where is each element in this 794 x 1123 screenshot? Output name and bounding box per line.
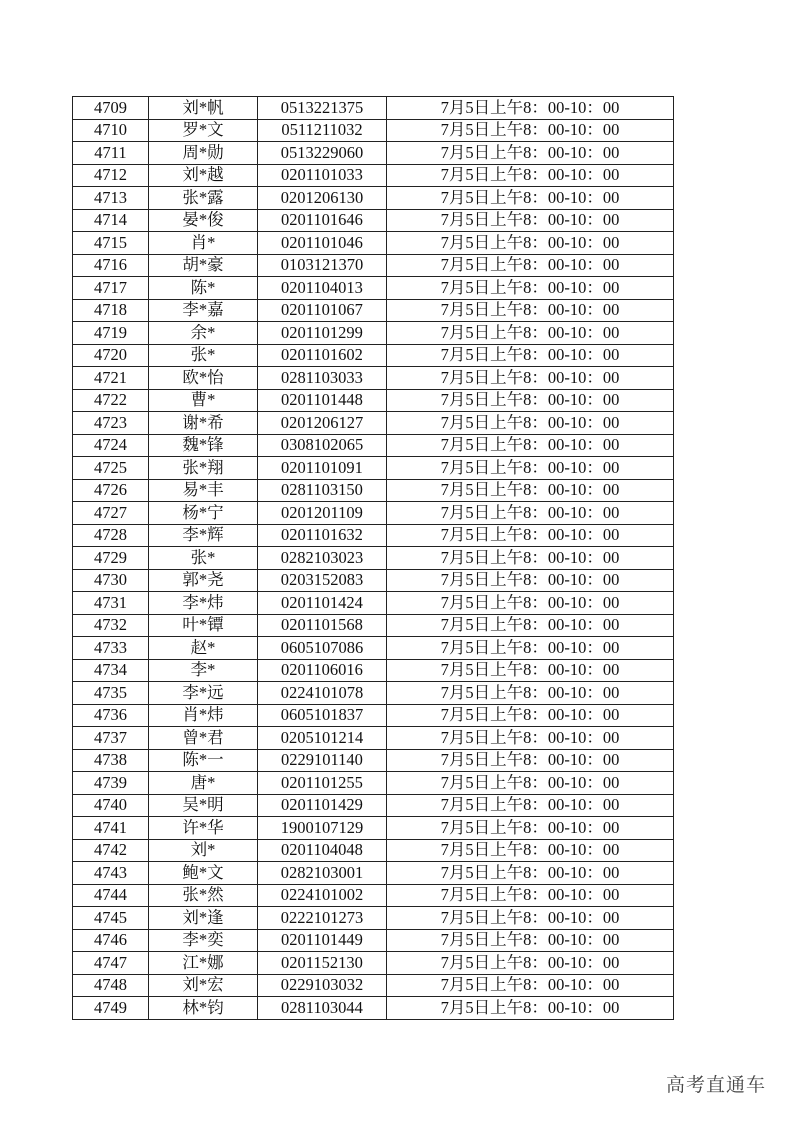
name-cell: 鲍*文 xyxy=(149,862,258,885)
name-cell: 吴*明 xyxy=(149,794,258,817)
candidate-id-cell: 0282103001 xyxy=(258,862,387,885)
candidate-id-cell: 0201101602 xyxy=(258,344,387,367)
candidate-id-cell: 0605107086 xyxy=(258,637,387,660)
name-cell: 杨*宁 xyxy=(149,502,258,525)
row-number-cell: 4719 xyxy=(73,322,149,345)
table-row xyxy=(73,524,674,547)
name-cell: 陈*一 xyxy=(149,749,258,772)
candidate-id-cell: 0224101078 xyxy=(258,682,387,705)
name-cell: 易*丰 xyxy=(149,479,258,502)
exam-time-cell: 7月5日上午8：00-10：00 xyxy=(387,547,674,570)
exam-time-cell: 7月5日上午8：00-10：00 xyxy=(387,569,674,592)
name-cell: 曹* xyxy=(149,389,258,412)
name-cell: 张* xyxy=(149,344,258,367)
table-row xyxy=(73,322,674,345)
candidate-id-cell: 0201104013 xyxy=(258,277,387,300)
table-row xyxy=(73,232,674,255)
row-number-cell: 4730 xyxy=(73,569,149,592)
exam-time-cell: 7月5日上午8：00-10：00 xyxy=(387,97,674,120)
row-number-cell: 4738 xyxy=(73,749,149,772)
candidate-id-cell: 0229101140 xyxy=(258,749,387,772)
name-cell: 肖*炜 xyxy=(149,704,258,727)
row-number-cell: 4746 xyxy=(73,929,149,952)
exam-time-cell: 7月5日上午8：00-10：00 xyxy=(387,727,674,750)
table-row xyxy=(73,299,674,322)
table-row xyxy=(73,457,674,480)
table-row xyxy=(73,862,674,885)
row-number-cell: 4709 xyxy=(73,97,149,120)
candidate-id-cell: 0511211032 xyxy=(258,119,387,142)
candidate-id-cell: 0201152130 xyxy=(258,952,387,975)
row-number-cell: 4727 xyxy=(73,502,149,525)
table-row xyxy=(73,659,674,682)
row-number-cell: 4736 xyxy=(73,704,149,727)
candidate-id-cell: 0201206130 xyxy=(258,187,387,210)
name-cell: 赵* xyxy=(149,637,258,660)
candidate-id-cell: 0201104048 xyxy=(258,839,387,862)
candidate-id-cell: 0201206127 xyxy=(258,412,387,435)
row-number-cell: 4737 xyxy=(73,727,149,750)
candidate-id-cell: 0281103033 xyxy=(258,367,387,390)
exam-time-cell: 7月5日上午8：00-10：00 xyxy=(387,772,674,795)
row-number-cell: 4721 xyxy=(73,367,149,390)
candidate-id-cell: 0281103150 xyxy=(258,479,387,502)
row-number-cell: 4732 xyxy=(73,614,149,637)
name-cell: 胡*豪 xyxy=(149,254,258,277)
table-row xyxy=(73,569,674,592)
candidate-id-cell: 0605101837 xyxy=(258,704,387,727)
row-number-cell: 4745 xyxy=(73,907,149,930)
exam-time-cell: 7月5日上午8：00-10：00 xyxy=(387,794,674,817)
name-cell: 刘*宏 xyxy=(149,974,258,997)
exam-time-cell: 7月5日上午8：00-10：00 xyxy=(387,479,674,502)
name-cell: 林*钧 xyxy=(149,997,258,1020)
exam-time-cell: 7月5日上午8：00-10：00 xyxy=(387,344,674,367)
candidate-id-cell: 0201101449 xyxy=(258,929,387,952)
row-number-cell: 4713 xyxy=(73,187,149,210)
table-row xyxy=(73,187,674,210)
candidate-id-cell: 0513229060 xyxy=(258,142,387,165)
table-row xyxy=(73,704,674,727)
candidate-id-cell: 0201101448 xyxy=(258,389,387,412)
candidate-id-cell: 0201101067 xyxy=(258,299,387,322)
exam-time-cell: 7月5日上午8：00-10：00 xyxy=(387,209,674,232)
exam-time-cell: 7月5日上午8：00-10：00 xyxy=(387,119,674,142)
name-cell: 曾*君 xyxy=(149,727,258,750)
exam-time-cell: 7月5日上午8：00-10：00 xyxy=(387,524,674,547)
table-row xyxy=(73,344,674,367)
exam-time-cell: 7月5日上午8：00-10：00 xyxy=(387,682,674,705)
table-row xyxy=(73,119,674,142)
exam-time-cell: 7月5日上午8：00-10：00 xyxy=(387,164,674,187)
row-number-cell: 4747 xyxy=(73,952,149,975)
exam-time-cell: 7月5日上午8：00-10：00 xyxy=(387,884,674,907)
name-cell: 刘* xyxy=(149,839,258,862)
table-row xyxy=(73,772,674,795)
name-cell: 晏*俊 xyxy=(149,209,258,232)
candidate-id-cell: 0201101632 xyxy=(258,524,387,547)
table-row xyxy=(73,97,674,120)
table-row xyxy=(73,277,674,300)
row-number-cell: 4740 xyxy=(73,794,149,817)
candidate-id-cell: 0224101002 xyxy=(258,884,387,907)
table-row xyxy=(73,794,674,817)
candidate-id-cell: 0201101033 xyxy=(258,164,387,187)
name-cell: 魏*锋 xyxy=(149,434,258,457)
watermark-text: 高考直通车 xyxy=(665,1074,766,1096)
name-cell: 谢*希 xyxy=(149,412,258,435)
candidate-id-cell: 0201101424 xyxy=(258,592,387,615)
candidate-id-cell: 0103121370 xyxy=(258,254,387,277)
candidate-id-cell: 0222101273 xyxy=(258,907,387,930)
row-number-cell: 4711 xyxy=(73,142,149,165)
exam-time-cell: 7月5日上午8：00-10：00 xyxy=(387,232,674,255)
row-number-cell: 4722 xyxy=(73,389,149,412)
exam-time-cell: 7月5日上午8：00-10：00 xyxy=(387,457,674,480)
row-number-cell: 4729 xyxy=(73,547,149,570)
exam-time-cell: 7月5日上午8：00-10：00 xyxy=(387,614,674,637)
name-cell: 张*然 xyxy=(149,884,258,907)
row-number-cell: 4715 xyxy=(73,232,149,255)
table-row xyxy=(73,952,674,975)
exam-time-cell: 7月5日上午8：00-10：00 xyxy=(387,389,674,412)
candidate-id-cell: 0205101214 xyxy=(258,727,387,750)
exam-time-cell: 7月5日上午8：00-10：00 xyxy=(387,434,674,457)
table-row xyxy=(73,637,674,660)
name-cell: 刘*越 xyxy=(149,164,258,187)
name-cell: 张*翔 xyxy=(149,457,258,480)
exam-time-cell: 7月5日上午8：00-10：00 xyxy=(387,704,674,727)
name-cell: 肖* xyxy=(149,232,258,255)
name-cell: 江*娜 xyxy=(149,952,258,975)
table-row xyxy=(73,592,674,615)
row-number-cell: 4716 xyxy=(73,254,149,277)
row-number-cell: 4739 xyxy=(73,772,149,795)
row-number-cell: 4723 xyxy=(73,412,149,435)
exam-time-cell: 7月5日上午8：00-10：00 xyxy=(387,592,674,615)
roster-body xyxy=(73,97,674,1020)
candidate-id-cell: 0201101299 xyxy=(258,322,387,345)
table-row xyxy=(73,997,674,1020)
row-number-cell: 4741 xyxy=(73,817,149,840)
exam-time-cell: 7月5日上午8：00-10：00 xyxy=(387,749,674,772)
row-number-cell: 4733 xyxy=(73,637,149,660)
table-row xyxy=(73,929,674,952)
table-row xyxy=(73,727,674,750)
exam-time-cell: 7月5日上午8：00-10：00 xyxy=(387,367,674,390)
row-number-cell: 4728 xyxy=(73,524,149,547)
exam-time-cell: 7月5日上午8：00-10：00 xyxy=(387,997,674,1020)
name-cell: 罗*文 xyxy=(149,119,258,142)
candidate-id-cell: 0201101046 xyxy=(258,232,387,255)
row-number-cell: 4720 xyxy=(73,344,149,367)
table-row xyxy=(73,884,674,907)
table-row xyxy=(73,479,674,502)
row-number-cell: 4725 xyxy=(73,457,149,480)
exam-time-cell: 7月5日上午8：00-10：00 xyxy=(387,412,674,435)
table-row xyxy=(73,389,674,412)
candidate-id-cell: 0201101255 xyxy=(258,772,387,795)
name-cell: 郭*尧 xyxy=(149,569,258,592)
candidate-id-cell: 0201101568 xyxy=(258,614,387,637)
candidate-id-cell: 0201101429 xyxy=(258,794,387,817)
row-number-cell: 4712 xyxy=(73,164,149,187)
name-cell: 许*华 xyxy=(149,817,258,840)
name-cell: 李*远 xyxy=(149,682,258,705)
exam-time-cell: 7月5日上午8：00-10：00 xyxy=(387,277,674,300)
exam-time-cell: 7月5日上午8：00-10：00 xyxy=(387,952,674,975)
name-cell: 余* xyxy=(149,322,258,345)
name-cell: 刘*逢 xyxy=(149,907,258,930)
candidate-id-cell: 0513221375 xyxy=(258,97,387,120)
name-cell: 李*奕 xyxy=(149,929,258,952)
exam-time-cell: 7月5日上午8：00-10：00 xyxy=(387,659,674,682)
row-number-cell: 4714 xyxy=(73,209,149,232)
table-row xyxy=(73,209,674,232)
row-number-cell: 4735 xyxy=(73,682,149,705)
row-number-cell: 4734 xyxy=(73,659,149,682)
table-row xyxy=(73,817,674,840)
row-number-cell: 4744 xyxy=(73,884,149,907)
roster-table xyxy=(72,96,674,1020)
candidate-id-cell: 0282103023 xyxy=(258,547,387,570)
row-number-cell: 4718 xyxy=(73,299,149,322)
row-number-cell: 4749 xyxy=(73,997,149,1020)
table-row xyxy=(73,749,674,772)
table-row xyxy=(73,142,674,165)
candidate-id-cell: 1900107129 xyxy=(258,817,387,840)
row-number-cell: 4742 xyxy=(73,839,149,862)
exam-time-cell: 7月5日上午8：00-10：00 xyxy=(387,142,674,165)
name-cell: 李*嘉 xyxy=(149,299,258,322)
row-number-cell: 4748 xyxy=(73,974,149,997)
name-cell: 周*勋 xyxy=(149,142,258,165)
name-cell: 张*露 xyxy=(149,187,258,210)
table-row xyxy=(73,682,674,705)
name-cell: 唐* xyxy=(149,772,258,795)
row-number-cell: 4726 xyxy=(73,479,149,502)
table-row xyxy=(73,164,674,187)
table-row xyxy=(73,839,674,862)
name-cell: 张* xyxy=(149,547,258,570)
exam-time-cell: 7月5日上午8：00-10：00 xyxy=(387,862,674,885)
table-row xyxy=(73,254,674,277)
exam-time-cell: 7月5日上午8：00-10：00 xyxy=(387,929,674,952)
row-number-cell: 4731 xyxy=(73,592,149,615)
row-number-cell: 4710 xyxy=(73,119,149,142)
candidate-id-cell: 0201201109 xyxy=(258,502,387,525)
row-number-cell: 4724 xyxy=(73,434,149,457)
candidate-id-cell: 0229103032 xyxy=(258,974,387,997)
name-cell: 李*炜 xyxy=(149,592,258,615)
exam-time-cell: 7月5日上午8：00-10：00 xyxy=(387,839,674,862)
table-row xyxy=(73,547,674,570)
row-number-cell: 4717 xyxy=(73,277,149,300)
name-cell: 欧*怡 xyxy=(149,367,258,390)
table-row xyxy=(73,502,674,525)
table-row xyxy=(73,412,674,435)
table-row xyxy=(73,907,674,930)
exam-time-cell: 7月5日上午8：00-10：00 xyxy=(387,254,674,277)
exam-time-cell: 7月5日上午8：00-10：00 xyxy=(387,299,674,322)
exam-time-cell: 7月5日上午8：00-10：00 xyxy=(387,187,674,210)
candidate-id-cell: 0281103044 xyxy=(258,997,387,1020)
exam-time-cell: 7月5日上午8：00-10：00 xyxy=(387,907,674,930)
table-row xyxy=(73,614,674,637)
candidate-id-cell: 0201101646 xyxy=(258,209,387,232)
name-cell: 叶*镡 xyxy=(149,614,258,637)
table-row xyxy=(73,434,674,457)
candidate-id-cell: 0201106016 xyxy=(258,659,387,682)
exam-time-cell: 7月5日上午8：00-10：00 xyxy=(387,502,674,525)
name-cell: 李* xyxy=(149,659,258,682)
name-cell: 刘*帆 xyxy=(149,97,258,120)
candidate-id-cell: 0201101091 xyxy=(258,457,387,480)
candidate-id-cell: 0308102065 xyxy=(258,434,387,457)
exam-time-cell: 7月5日上午8：00-10：00 xyxy=(387,637,674,660)
exam-time-cell: 7月5日上午8：00-10：00 xyxy=(387,817,674,840)
exam-time-cell: 7月5日上午8：00-10：00 xyxy=(387,974,674,997)
candidate-id-cell: 0203152083 xyxy=(258,569,387,592)
table-row xyxy=(73,974,674,997)
name-cell: 李*辉 xyxy=(149,524,258,547)
name-cell: 陈* xyxy=(149,277,258,300)
row-number-cell: 4743 xyxy=(73,862,149,885)
table-row xyxy=(73,367,674,390)
exam-time-cell: 7月5日上午8：00-10：00 xyxy=(387,322,674,345)
